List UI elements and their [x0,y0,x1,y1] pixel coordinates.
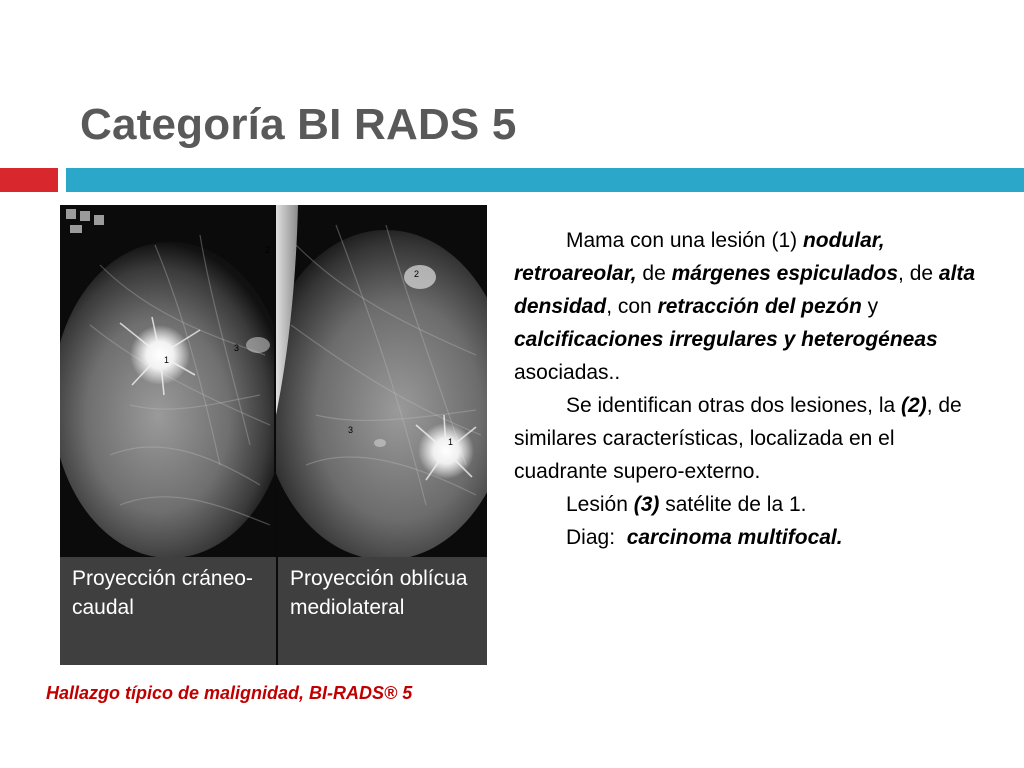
lesion-marker-1-mlo: 1 [448,437,454,447]
lesion-marker-3-mlo: 3 [348,425,354,435]
p2-text-2: , de similares características, localizada en el cuadrante supero-externo. [514,394,962,483]
mammogram-mediolateral-drawing [276,205,487,557]
p1-text-5: y [861,295,879,318]
slide-body [514,224,984,554]
p2-emphasis-1: (2) [901,394,927,417]
mammogram-craniocaudal-drawing [60,205,274,557]
p3-emphasis-1: (3) [633,493,660,516]
slide-title: Categoría BI RADS 5 [80,100,517,149]
lesion-marker-1-cc: 1 [164,355,170,365]
p4-text-1: Diag: [566,526,627,549]
paragraph-lesion-description [514,224,984,389]
p1-text-2: de [636,262,672,285]
p3-text-2: satélite de la 1. [659,493,807,516]
p1-emphasis-5: calcificaciones irregulares y heterogéneas [514,328,938,351]
p4-emphasis-1: carcinoma multifocal. [626,526,843,549]
mammogram-mediolateral-image [276,205,487,557]
p1-text-4: , con [606,295,658,318]
caption-mediolateral: Proyección oblícua mediolateral [278,557,487,665]
p3-text-1: Lesión [566,493,634,516]
accent-bar-blue [66,168,1024,192]
mammogram-craniocaudal-image [60,205,274,557]
paragraph-diagnosis [514,521,984,554]
p1-text-1: Mama con una lesión (1) [566,229,803,252]
mammography-figure [60,205,487,665]
figure-note: Hallazgo típico de malignidad, BI-RADS® 5 [46,683,413,703]
accent-bar-red [0,168,58,192]
p2-text-1: Se identifican otras dos lesiones, la [566,394,902,417]
caption-craniocaudal: Proyección cráneo-caudal [60,557,276,665]
p1-text-3: , de [898,262,939,285]
p1-text-6: asociadas.. [514,361,621,384]
paragraph-satellite-lesion [514,488,984,521]
p1-emphasis-2: márgenes espiculados [671,262,899,285]
lesion-marker-2-cc: 2 [265,245,271,255]
p1-emphasis-1: nodular, retroareolar, [514,229,885,285]
lesion-marker-2-mlo: 2 [414,269,420,279]
paragraph-other-lesions [514,389,984,488]
p1-emphasis-3: alta densidad [514,262,976,318]
p1-emphasis-4: retracción del pezón [657,295,862,318]
lesion-marker-3-cc: 3 [234,343,240,353]
